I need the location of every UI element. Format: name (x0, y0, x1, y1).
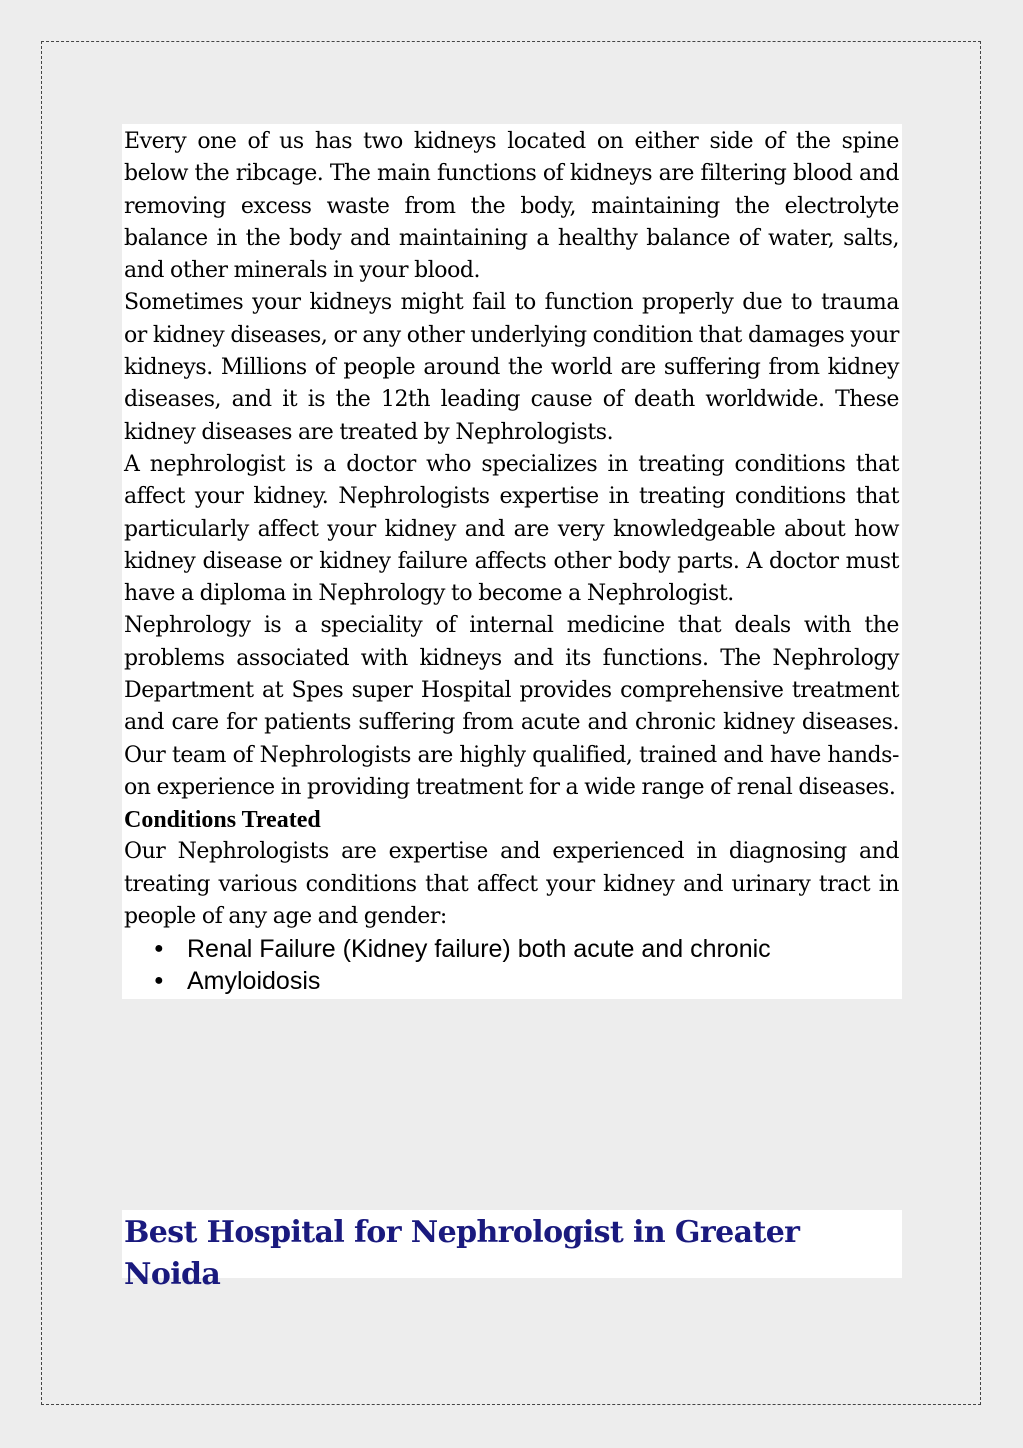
footer-title: Best Hospital for Nephrologist in Greater Noida (124, 1215, 800, 1292)
list-item (154, 965, 899, 997)
paragraph-nephrology-department: Nephrology is a speciality of internal medicine that deals with the problems associated with kidneys and its functions. The Nephrology Department at Spes super Hospital provides comprehensive treatment and care for patients suffering from acute and chronic kidney diseases. Our team of Nephrologists are highly qualified, trained and have hands-on experience in providing treatment for a wide range of renal diseases. (124, 613, 899, 800)
bullet-icon: ● (154, 940, 164, 958)
paragraph-kidney-failure: Sometimes your kidneys might fail to function properly due to trauma or kidney diseases, or any other underlying condition that damages your kidneys. Millions of people around the world are suffering from kidney diseases, and it is the 12th leading cause of death worldwide. These kidney diseases are treated by Nephrologists. (124, 290, 899, 445)
article-body (122, 124, 902, 999)
conditions-intro: Our Nephrologists are expertise and experienced in diagnosing and treating various conditions that affect your kidney and urinary tract in people of any age and gender: (124, 839, 899, 929)
paragraph-nephrologist-definition: A nephrologist is a doctor who specializes in treating conditions that affect your kidney. Nephrologists expertise in treating conditions that particularly affect your kidney and are very knowledgeable about how kidney disease or kidney failure affects other body parts. A doctor must have a diploma in Nephrology to become a Nephrologist. (124, 451, 899, 607)
condition-label: Renal Failure (Kidney failure) both acute and chronic (187, 935, 771, 964)
paragraph-kidney-functions: Every one of us has two kidneys located on either side of the spine below the ribcage. The main functions of kidneys are filtering blood and removing excess waste from the body, maintaining the electrolyte balance in the body and maintaining a healthy balance of water, salts, and other minerals in your blood. (124, 129, 899, 284)
conditions-heading: Conditions Treated (124, 807, 321, 834)
conditions-list (124, 933, 899, 997)
bullet-icon: ● (154, 972, 164, 990)
list-item (154, 933, 899, 965)
condition-label: Amyloidosis (187, 967, 321, 996)
footer-banner (122, 1210, 902, 1292)
